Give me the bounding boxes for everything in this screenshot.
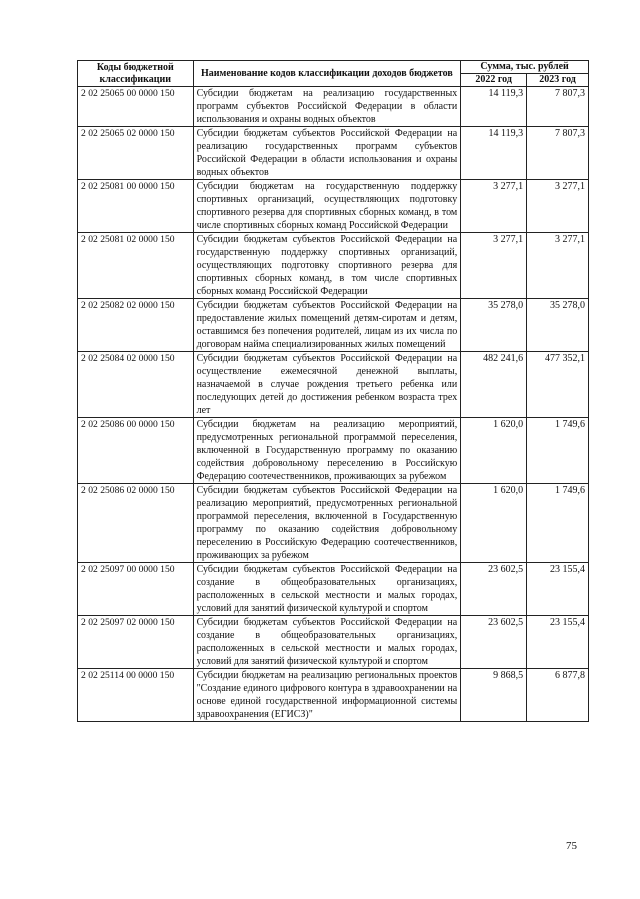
table-row (78, 180, 589, 233)
amount-2023-cell: 6 877,8 (527, 669, 589, 722)
table-row (78, 352, 589, 418)
income-name-cell: Субсидии бюджетам субъектов Российской Федерации на создание в общеобразовательных организациях, расположенных в сельской местности и малых городах, условий для занятий физической культурой и спортом (193, 563, 461, 616)
income-name-cell: Субсидии бюджетам субъектов Российской Федерации на реализацию государственных программ субъектов Российской Федерации в области использования и охраны водных объектов (193, 127, 461, 180)
amount-2023-cell: 7 807,3 (527, 127, 589, 180)
name-column-header: Наименование кодов классификации доходов бюджетов (193, 61, 461, 87)
income-name-cell: Субсидии бюджетам субъектов Российской Федерации на создание в общеобразовательных организациях, расположенных в сельской местности и малых городах, условий для занятий физической культурой и спортом (193, 616, 461, 669)
amount-2023-cell: 23 155,4 (527, 616, 589, 669)
classification-code-cell: 2 02 25082 02 0000 150 (78, 299, 194, 352)
amount-2023-cell: 1 749,6 (527, 484, 589, 563)
income-name-cell: Субсидии бюджетам на реализацию региональных проектов "Создание единого цифрового контура в здравоохранении на основе единой государственной информационной системы здравоохранения (ЕГИСЗ)" (193, 669, 461, 722)
year-2023-header: 2023 год (527, 74, 589, 87)
classification-code-cell: 2 02 25065 00 0000 150 (78, 87, 194, 127)
classification-code-cell: 2 02 25097 00 0000 150 (78, 563, 194, 616)
amount-2022-cell: 3 277,1 (461, 233, 527, 299)
amount-2022-cell: 1 620,0 (461, 484, 527, 563)
table-row (78, 87, 589, 127)
amount-2022-cell: 1 620,0 (461, 418, 527, 484)
classification-code-cell: 2 02 25065 02 0000 150 (78, 127, 194, 180)
amount-2022-cell: 3 277,1 (461, 180, 527, 233)
income-name-cell: Субсидии бюджетам на государственную поддержку спортивных организаций, осуществляющих подготовку спортивного резерва для спортивных сборных команд, в том числе спортивных сборных команд Российской Федерации (193, 180, 461, 233)
income-name-cell: Субсидии бюджетам субъектов Российской Федерации на осуществление ежемесячной денежной выплаты, назначаемой в случае рождения третьего ребенка или последующих детей до достижения ребенком возраста трех лет (193, 352, 461, 418)
amount-2023-cell: 1 749,6 (527, 418, 589, 484)
table-row (78, 484, 589, 563)
amount-2023-cell: 23 155,4 (527, 563, 589, 616)
amount-2022-cell: 23 602,5 (461, 563, 527, 616)
classification-code-cell: 2 02 25086 02 0000 150 (78, 484, 194, 563)
amount-2023-cell: 7 807,3 (527, 87, 589, 127)
amount-2022-cell: 35 278,0 (461, 299, 527, 352)
table-row (78, 669, 589, 722)
classification-code-cell: 2 02 25114 00 0000 150 (78, 669, 194, 722)
amount-2023-cell: 3 277,1 (527, 180, 589, 233)
table-row (78, 299, 589, 352)
income-name-cell: Субсидии бюджетам субъектов Российской Федерации на реализацию мероприятий, предусмотренных региональной программой переселения, включенной в Государственную программу по оказанию содействия добровольному переселению в Российскую Федерацию соотечественников, проживающих за рубежом (193, 484, 461, 563)
table-row (78, 127, 589, 180)
amount-2022-cell: 14 119,3 (461, 127, 527, 180)
income-name-cell: Субсидии бюджетам субъектов Российской Федерации на государственную поддержку спортивных организаций, осуществляющих подготовку спортивного резерва для спортивных сборных команд, в том числе спортивных сборных команд Российской Федерации (193, 233, 461, 299)
income-name-cell: Субсидии бюджетам на реализацию мероприятий, предусмотренных региональной программой переселения, включенной в Государственную программу по оказанию содействия добровольному переселению в Российскую Федерацию соотечественников, проживающих за рубежом (193, 418, 461, 484)
table-row (78, 616, 589, 669)
table-body (78, 87, 589, 722)
sum-column-header: Сумма, тыс. рублей (461, 61, 589, 74)
income-name-cell: Субсидии бюджетам субъектов Российской Федерации на предоставление жилых помещений детям-сиротам и детям, оставшимся без попечения родителей, лицам из их числа по договорам найма специализированных жилых помещений (193, 299, 461, 352)
amount-2022-cell: 23 602,5 (461, 616, 527, 669)
table-row (78, 233, 589, 299)
amount-2022-cell: 14 119,3 (461, 87, 527, 127)
amount-2022-cell: 482 241,6 (461, 352, 527, 418)
budget-table (77, 60, 589, 722)
classification-code-cell: 2 02 25097 02 0000 150 (78, 616, 194, 669)
amount-2023-cell: 35 278,0 (527, 299, 589, 352)
amount-2023-cell: 3 277,1 (527, 233, 589, 299)
code-column-header: Коды бюджетной классификации (78, 61, 194, 87)
classification-code-cell: 2 02 25086 00 0000 150 (78, 418, 194, 484)
table-row (78, 418, 589, 484)
table-row (78, 563, 589, 616)
page-number: 75 (566, 840, 577, 852)
table-header (78, 61, 589, 87)
classification-code-cell: 2 02 25081 00 0000 150 (78, 180, 194, 233)
amount-2023-cell: 477 352,1 (527, 352, 589, 418)
amount-2022-cell: 9 868,5 (461, 669, 527, 722)
year-2022-header: 2022 год (461, 74, 527, 87)
income-name-cell: Субсидии бюджетам на реализацию государственных программ субъектов Российской Федерации в области использования и охраны водных объектов (193, 87, 461, 127)
classification-code-cell: 2 02 25084 02 0000 150 (78, 352, 194, 418)
classification-code-cell: 2 02 25081 02 0000 150 (78, 233, 194, 299)
